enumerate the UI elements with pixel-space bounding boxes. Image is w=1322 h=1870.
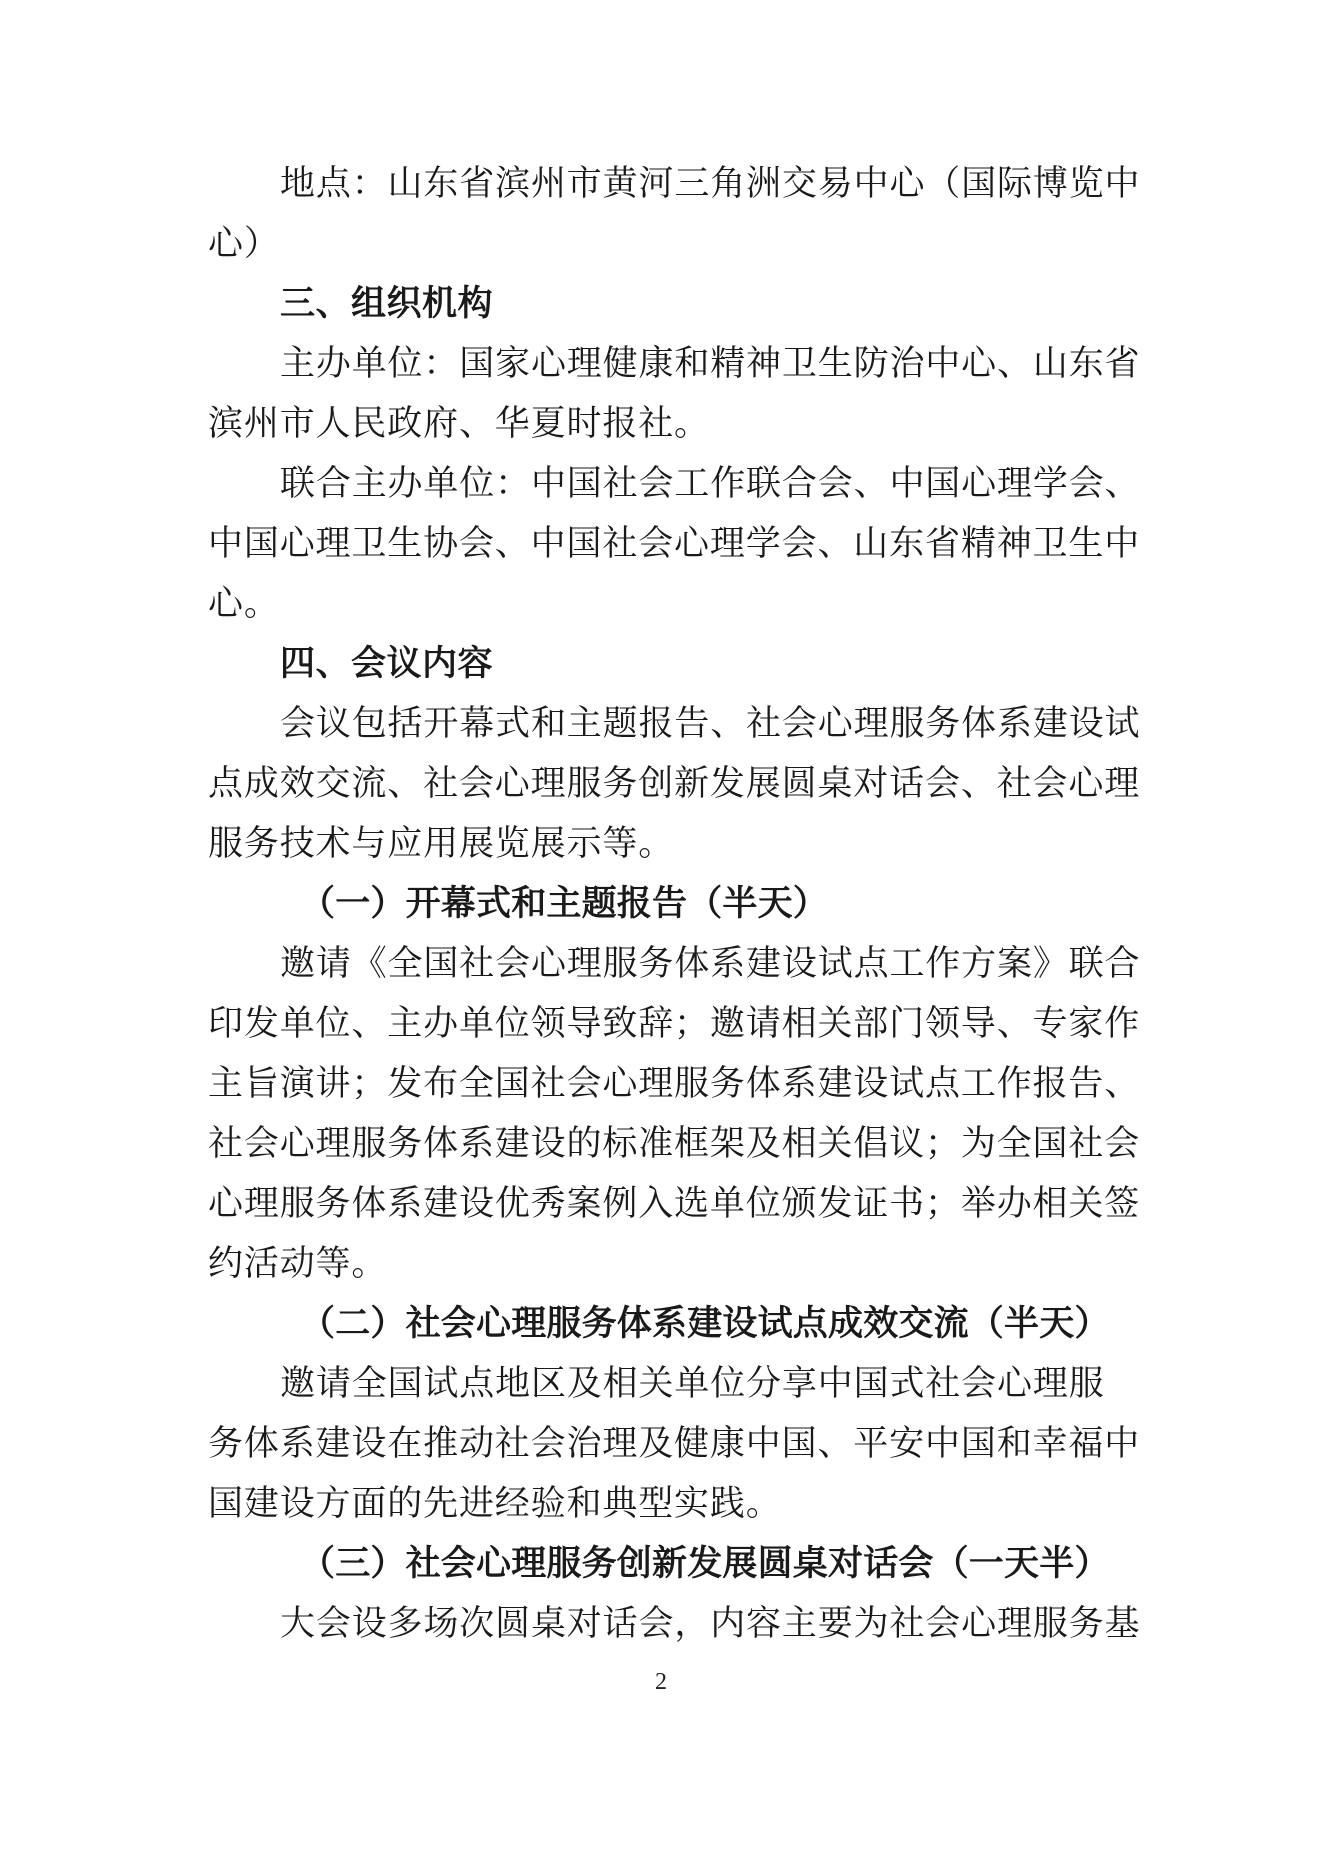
subsection-heading: （三）社会心理服务创新发展圆桌对话会（一天半） bbox=[300, 1543, 1110, 1584]
paragraph-line: 主旨演讲；发布全国社会心理服务体系建设试点工作报告、 bbox=[208, 1064, 1141, 1104]
paragraph-line: 心。 bbox=[208, 584, 280, 624]
paragraph-line: 联合主办单位：中国社会工作联合会、中国心理学会、 bbox=[280, 464, 1141, 504]
paragraph-line: 国建设方面的先进经验和典型实践。 bbox=[208, 1484, 782, 1524]
paragraph-line: 中国心理卫生协会、中国社会心理学会、山东省精神卫生中 bbox=[208, 524, 1141, 564]
document-body bbox=[208, 154, 1141, 1654]
paragraph-line: 邀请《全国社会心理服务体系建设试点工作方案》联合 bbox=[280, 944, 1141, 984]
paragraph-line: 服务技术与应用展览展示等。 bbox=[208, 824, 675, 864]
section-heading: 四、会议内容 bbox=[280, 644, 494, 684]
paragraph-line: 印发单位、主办单位领导致辞；邀请相关部门领导、专家作 bbox=[208, 1004, 1141, 1044]
paragraph-line: 滨州市人民政府、华夏时报社。 bbox=[208, 404, 710, 444]
paragraph-line: 地点：山东省滨州市黄河三角洲交易中心（国际博览中 bbox=[280, 164, 1141, 204]
paragraph-line: 约活动等。 bbox=[208, 1244, 388, 1284]
paragraph-line: 会议包括开幕式和主题报告、社会心理服务体系建设试 bbox=[280, 704, 1141, 744]
page-number: 2 bbox=[655, 1669, 667, 1695]
paragraph-line: 邀请全国试点地区及相关单位分享中国式社会心理服 bbox=[280, 1364, 1105, 1404]
section-heading: 三、组织机构 bbox=[280, 284, 494, 324]
paragraph-line: 务体系建设在推动社会治理及健康中国、平安中国和幸福中 bbox=[208, 1424, 1141, 1464]
paragraph-line: 大会设多场次圆桌对话会，内容主要为社会心理服务基 bbox=[280, 1604, 1141, 1644]
paragraph-line: 社会心理服务体系建设的标准框架及相关倡议；为全国社会 bbox=[208, 1124, 1141, 1164]
paragraph-line: 点成效交流、社会心理服务创新发展圆桌对话会、社会心理 bbox=[208, 764, 1141, 804]
subsection-heading: （二）社会心理服务体系建设试点成效交流（半天） bbox=[300, 1303, 1110, 1344]
subsection-heading: （一）开幕式和主题报告（半天） bbox=[300, 883, 829, 924]
paragraph-line: 心） bbox=[208, 224, 280, 264]
paragraph-line: 心理服务体系建设优秀案例入选单位颁发证书；举办相关签 bbox=[208, 1184, 1141, 1224]
paragraph-line: 主办单位：国家心理健康和精神卫生防治中心、山东省 bbox=[280, 344, 1141, 384]
